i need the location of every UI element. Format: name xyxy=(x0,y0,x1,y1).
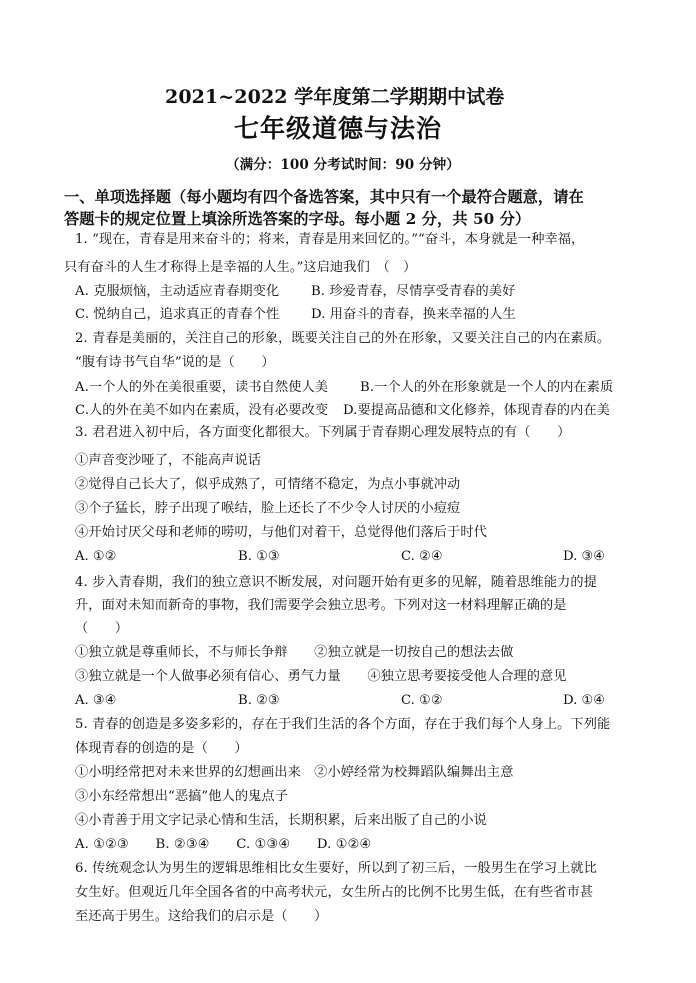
q5-statement-3: ③小东经常想出“恶搞”他人的鬼点子 xyxy=(75,789,288,804)
q3-statement-4: ④开始讨厌父母和老师的唠叨，与他们对着干，总觉得他们落后于时代 xyxy=(75,525,487,540)
q4-line-1: 4. 步入青春期，我们的独立意识不断发展，对问题开始有更多的见解，随着思维能力的提 xyxy=(75,575,597,590)
q4-option-d: D. ①④ xyxy=(563,693,606,708)
q1-option-a: A. 克服烦恼，主动适应青春期变化 xyxy=(75,284,280,299)
q5-line-2: 体现青春的创造的是（ ） xyxy=(75,741,248,756)
q2-line-1: 2. 青春是美丽的，关注自己的形象，既要关注自己的外在形象，又要关注自己的内在素质。 xyxy=(75,331,611,346)
q1-line-2: 只有奋斗的人生才称得上是幸福的人生。”这启迪我们 （ ） xyxy=(64,260,417,275)
q5-statement-4: ④小青善于用文字记录心情和生活，长期积累，后来出版了自己的小说 xyxy=(75,813,487,828)
q3-option-b: B. ①③ xyxy=(238,549,280,564)
q6-line-1: 6. 传统观念认为男生的逻辑思维相比女生要好，所以到了初三后，一般男生在学习上就比 xyxy=(75,861,597,876)
q4-statements-1-2: ①独立就是尊重师长，不与师长争辩 ②独立就是一切按自己的想法去做 xyxy=(75,645,514,660)
q1-line-1: 1. “现在，青春是用来奋斗的；将来，青春是用来回忆的。”“奋斗，本身就是一种幸福， xyxy=(75,232,585,247)
q1-option-c: C. 悦纳自己，追求真正的青春个性 xyxy=(75,307,280,322)
q3-option-a: A. ①② xyxy=(75,549,117,564)
exam-title: 2021~2022 学年度第二学期期中试卷 xyxy=(165,86,505,108)
section-heading-line-1: 一、单项选择题（每小题均有四个备选答案，其中只有一个最符合题意，请在 xyxy=(64,188,584,206)
q4-line-3: （ ） xyxy=(75,621,129,636)
q5-options: A. ①②③ B. ②③④ C. ①③④ D. ①②④ xyxy=(75,837,372,852)
q3-statement-1: ①声音变沙哑了，不能高声说话 xyxy=(75,453,262,468)
section-heading-line-2: 答题卡的规定位置上填涂所选答案的字母。每小题 2 分，共 50 分） xyxy=(64,210,531,228)
q2-line-2: “腹有诗书气自华”说的是（ ） xyxy=(75,355,275,370)
q1-option-d: D. 用奋斗的青春，换来幸福的人生 xyxy=(311,307,516,322)
q4-option-b: B. ②③ xyxy=(238,693,280,708)
q3-option-c: C. ②④ xyxy=(401,549,443,564)
q5-line-1: 5. 青春的创造是多姿多彩的，存在于我们生活的各个方面，存在于我们每个人身上。下列能 xyxy=(75,717,611,732)
q2-option-b: B.一个人的外在形象就是一个人的内在素质 xyxy=(360,380,614,395)
q4-statements-3-4: ③独立就是一个人做事必须有信心、勇气力量 ④独立思考要接受他人合理的意见 xyxy=(75,669,567,684)
q3-statement-3: ③个子猛长，脖子出现了喉结，脸上还长了不少令人讨厌的小痘痘 xyxy=(75,501,461,516)
q3-option-d: D. ③④ xyxy=(563,549,606,564)
q6-line-3: 至还高于男生。这给我们的启示是（ ） xyxy=(75,909,328,924)
q2-option-d: D.要提高品德和文化修养，体现青春的内在美 xyxy=(343,403,610,418)
score-time-line: （满分：100 分考试时间：90 分钟） xyxy=(226,157,460,173)
q3-statement-2: ②觉得自己长大了，似乎成熟了，可情绪不稳定，为点小事就冲动 xyxy=(75,477,461,492)
q5-statements-1-2: ①小明经常把对未来世界的幻想画出来 ②小婷经常为校舞蹈队编舞出主意 xyxy=(75,765,514,780)
q1-option-b: B. 珍爱青春，尽情享受青春的美好 xyxy=(311,284,516,299)
q3-line-1: 3. 君君进入初中后，各方面变化都很大。下列属于青春期心理发展特点的有（ ） xyxy=(75,425,571,440)
subject-title: 七年级道德与法治 xyxy=(234,114,443,143)
q4-option-c: C. ①② xyxy=(401,693,443,708)
q2-option-a: A.一个人的外在美很重要，读书自然使人美 xyxy=(75,380,329,395)
q4-option-a: A. ③④ xyxy=(75,693,117,708)
q6-line-2: 女生好。但观近几年全国各省的中高考状元，女生所占的比例不比男生低，在有些省市甚 xyxy=(75,885,594,900)
q4-line-2: 升，面对未知而新奇的事物，我们需要学会独立思考。下列对这一材料理解正确的是 xyxy=(75,598,567,613)
q2-option-c: C.人的外在美不如内在素质，没有必要改变 xyxy=(75,403,329,418)
